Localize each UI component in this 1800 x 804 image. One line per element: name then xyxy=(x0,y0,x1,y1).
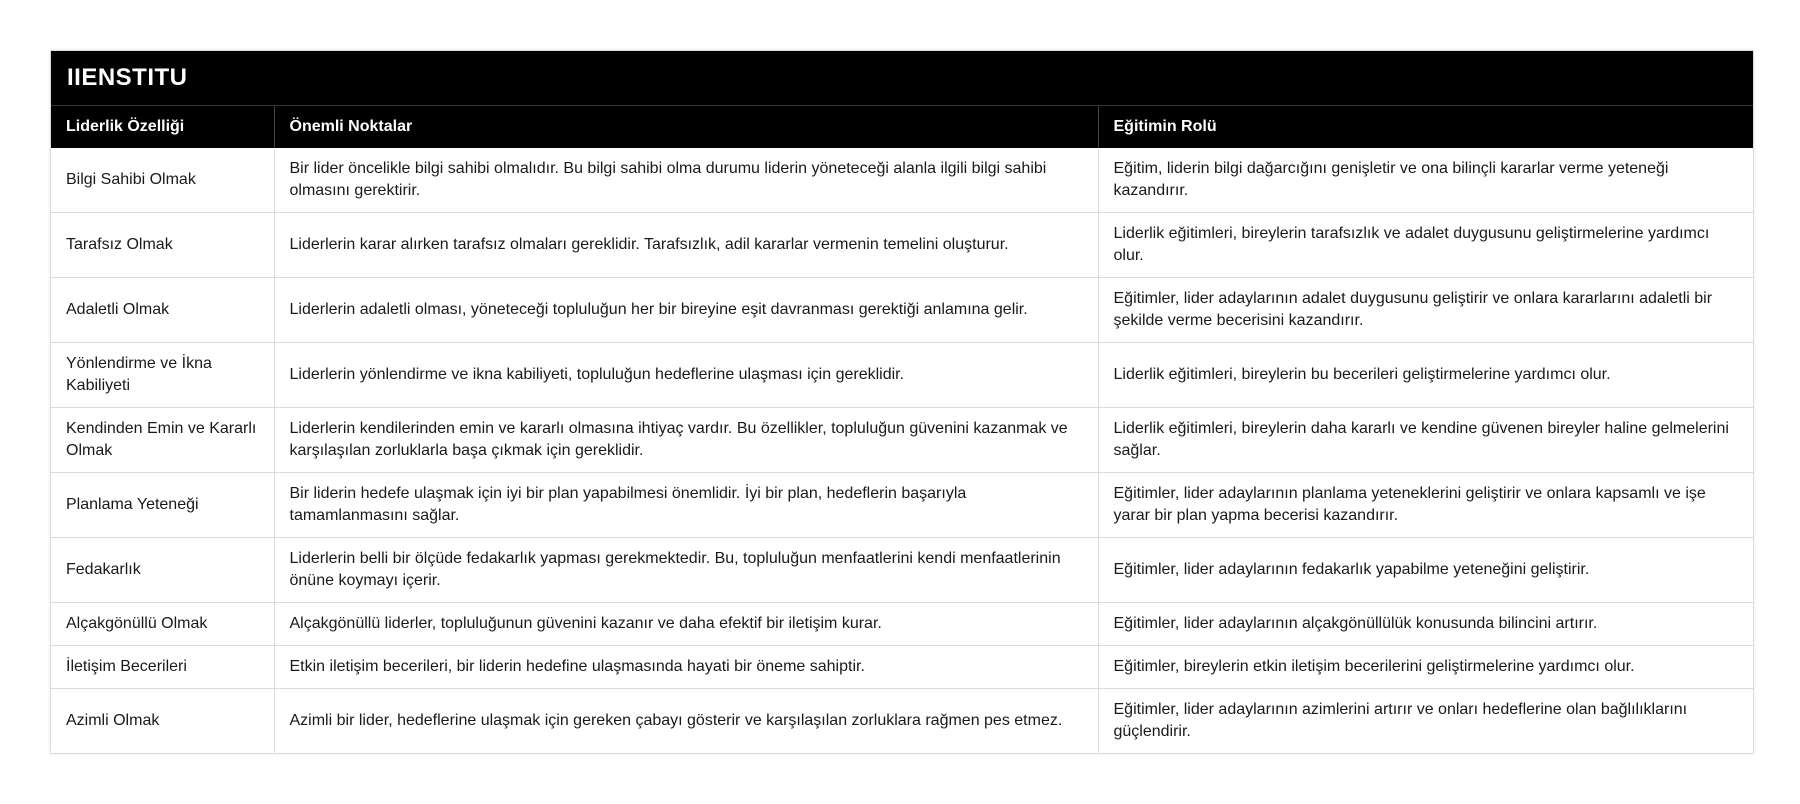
role-cell: Eğitimler, lider adaylarının planlama yeteneklerini geliştirir ve onlara kapsamlı ve işe yarar bir plan yapma becerisi kazandırır. xyxy=(1098,473,1753,538)
points-cell: Liderlerin belli bir ölçüde fedakarlık yapması gerekmektedir. Bu, topluluğun menfaatlerini kendi menfaatlerinin önüne koymayı içerir. xyxy=(274,538,1098,603)
points-cell: Bir lider öncelikle bilgi sahibi olmalıdır. Bu bilgi sahibi olma durumu liderin yöneteceği alanla ilgili bilgi sahibi olmasını gerektirir. xyxy=(274,148,1098,213)
table-row xyxy=(51,343,1753,408)
trait-cell: Fedakarlık xyxy=(51,538,274,603)
table-row xyxy=(51,473,1753,538)
table-row xyxy=(51,408,1753,473)
points-cell: Liderlerin yönlendirme ve ikna kabiliyeti, topluluğun hedeflerine ulaşması için gereklidir. xyxy=(274,343,1098,408)
role-cell: Eğitimler, bireylerin etkin iletişim becerilerini geliştirmelerine yardımcı olur. xyxy=(1098,646,1753,689)
points-cell: Liderlerin kendilerinden emin ve kararlı olmasına ihtiyaç vardır. Bu özellikler, topluluğun güvenini kazanmak ve karşılaşılan zorluklarla başa çıkmak için gereklidir. xyxy=(274,408,1098,473)
trait-cell: Kendinden Emin ve Kararlı Olmak xyxy=(51,408,274,473)
trait-cell: İletişim Becerileri xyxy=(51,646,274,689)
points-cell: Etkin iletişim becerileri, bir liderin hedefine ulaşmasında hayati bir öneme sahiptir. xyxy=(274,646,1098,689)
column-header-trait: Liderlik Özelliği xyxy=(51,106,274,148)
points-cell: Liderlerin adaletli olması, yöneteceği topluluğun her bir bireyine eşit davranması gerektiği anlamına gelir. xyxy=(274,278,1098,343)
table-header xyxy=(51,106,1753,148)
role-cell: Eğitim, liderin bilgi dağarcığını genişletir ve ona bilinçli kararlar verme yeteneği kazandırır. xyxy=(1098,148,1753,213)
column-header-points: Önemli Noktalar xyxy=(274,106,1098,148)
table-row xyxy=(51,278,1753,343)
trait-cell: Tarafsız Olmak xyxy=(51,213,274,278)
table-body xyxy=(51,148,1753,753)
points-cell: Liderlerin karar alırken tarafsız olmaları gereklidir. Tarafsızlık, adil kararlar vermenin temelini oluşturur. xyxy=(274,213,1098,278)
points-cell: Bir liderin hedefe ulaşmak için iyi bir plan yapabilmesi önemlidir. İyi bir plan, hedeflerin başarıyla tamamlanmasını sağlar. xyxy=(274,473,1098,538)
trait-cell: Yönlendirme ve İkna Kabiliyeti xyxy=(51,343,274,408)
role-cell: Eğitimler, lider adaylarının adalet duygusunu geliştirir ve onlara kararlarını adaletli bir şekilde verme becerisini kazandırır. xyxy=(1098,278,1753,343)
trait-cell: Bilgi Sahibi Olmak xyxy=(51,148,274,213)
table-row xyxy=(51,213,1753,278)
trait-cell: Azimli Olmak xyxy=(51,689,274,754)
table-row xyxy=(51,603,1753,646)
header-row xyxy=(51,106,1753,148)
trait-cell: Adaletli Olmak xyxy=(51,278,274,343)
role-cell: Eğitimler, lider adaylarının alçakgönüllülük konusunda bilincini artırır. xyxy=(1098,603,1753,646)
table-row xyxy=(51,538,1753,603)
brand-title: IIENSTITU xyxy=(51,51,1753,106)
leadership-table xyxy=(51,106,1753,753)
role-cell: Eğitimler, lider adaylarının fedakarlık yapabilme yeteneğini geliştirir. xyxy=(1098,538,1753,603)
role-cell: Liderlik eğitimleri, bireylerin daha kararlı ve kendine güvenen bireyler haline gelmelerini sağlar. xyxy=(1098,408,1753,473)
points-cell: Alçakgönüllü liderler, topluluğunun güvenini kazanır ve daha efektif bir iletişim kurar. xyxy=(274,603,1098,646)
role-cell: Liderlik eğitimleri, bireylerin tarafsızlık ve adalet duygusunu geliştirmelerine yardımcı olur. xyxy=(1098,213,1753,278)
role-cell: Eğitimler, lider adaylarının azimlerini artırır ve onları hedeflerine olan bağlılıklarını güçlendirir. xyxy=(1113,701,1688,740)
trait-cell: Alçakgönüllü Olmak xyxy=(51,603,274,646)
table-card xyxy=(50,50,1754,754)
points-cell: Azimli bir lider, hedeflerine ulaşmak için gereken çabayı gösterir ve karşılaşılan zorluklara rağmen pes etmez. xyxy=(274,689,1098,754)
trait-cell: Planlama Yeteneği xyxy=(51,473,274,538)
table-row xyxy=(51,646,1753,689)
role-cell: Liderlik eğitimleri, bireylerin bu becerileri geliştirmelerine yardımcı olur. xyxy=(1098,343,1753,408)
column-header-role: Eğitimin Rolü xyxy=(1098,106,1753,148)
table-row xyxy=(51,689,1753,754)
table-row xyxy=(51,148,1753,213)
